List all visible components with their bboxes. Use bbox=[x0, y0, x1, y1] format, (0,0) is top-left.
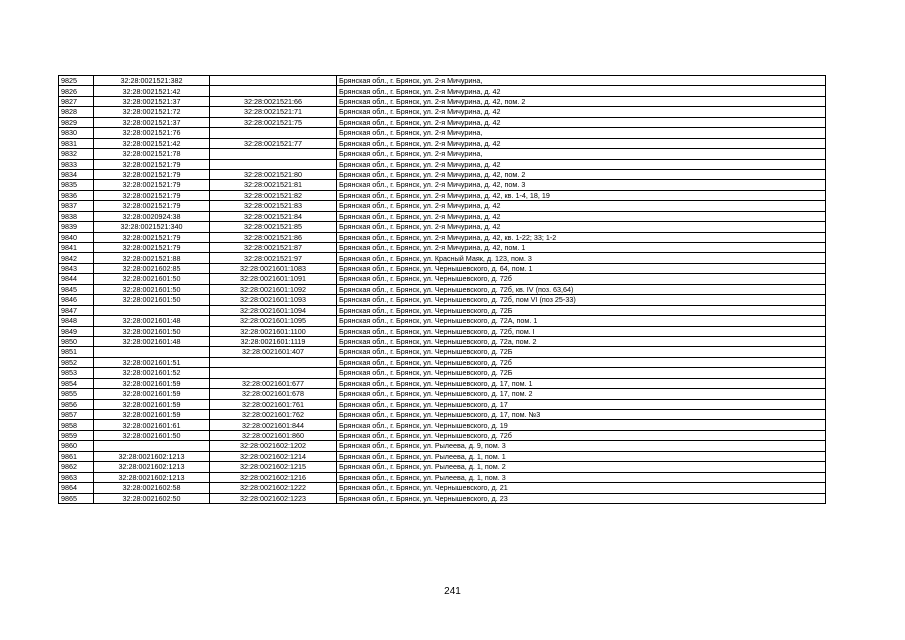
table-row bbox=[59, 138, 826, 148]
row-number-cell: 9854 bbox=[59, 378, 94, 388]
address-cell: Брянская обл., г. Брянск, ул. 2-я Мичурина, д. 42 bbox=[337, 117, 826, 127]
land-cadastral-number-cell: 32:28:0021521:382 bbox=[94, 76, 210, 86]
land-cadastral-number-cell: 32:28:0021602:85 bbox=[94, 263, 210, 273]
row-number-cell: 9841 bbox=[59, 243, 94, 253]
address-cell: Брянская обл., г. Брянск, ул. Чернышевского, д. 72б bbox=[337, 274, 826, 284]
row-number-cell: 9847 bbox=[59, 305, 94, 315]
row-number-cell: 9831 bbox=[59, 138, 94, 148]
table-row bbox=[59, 107, 826, 117]
land-cadastral-number-cell: 32:28:0021601:51 bbox=[94, 357, 210, 367]
object-cadastral-number-cell bbox=[210, 149, 337, 159]
object-cadastral-number-cell: 32:28:0021602:1222 bbox=[210, 483, 337, 493]
address-cell: Брянская обл., г. Брянск, ул. Чернышевского, д. 72б, кв. IV (поз. 63,64) bbox=[337, 284, 826, 294]
land-cadastral-number-cell bbox=[94, 305, 210, 315]
table-row bbox=[59, 159, 826, 169]
row-number-cell: 9845 bbox=[59, 284, 94, 294]
table-row bbox=[59, 284, 826, 294]
object-cadastral-number-cell: 32:28:0021521:87 bbox=[210, 243, 337, 253]
table-row bbox=[59, 86, 826, 96]
object-cadastral-number-cell: 32:28:0021521:83 bbox=[210, 201, 337, 211]
object-cadastral-number-cell: 32:28:0021601:407 bbox=[210, 347, 337, 357]
row-number-cell: 9837 bbox=[59, 201, 94, 211]
row-number-cell: 9861 bbox=[59, 451, 94, 461]
land-cadastral-number-cell: 32:28:0021521:340 bbox=[94, 222, 210, 232]
row-number-cell: 9860 bbox=[59, 441, 94, 451]
address-cell: Брянская обл., г. Брянск, ул. Чернышевского, д. 72Б bbox=[337, 368, 826, 378]
row-number-cell: 9858 bbox=[59, 420, 94, 430]
address-cell: Брянская обл., г. Брянск, ул. 2-я Мичурина, д. 42 bbox=[337, 211, 826, 221]
land-cadastral-number-cell: 32:28:0021521:79 bbox=[94, 169, 210, 179]
row-number-cell: 9835 bbox=[59, 180, 94, 190]
land-cadastral-number-cell: 32:28:0021601:50 bbox=[94, 295, 210, 305]
address-cell: Брянская обл., г. Брянск, ул. Чернышевского, д. 23 bbox=[337, 493, 826, 503]
land-cadastral-number-cell: 32:28:0021601:52 bbox=[94, 368, 210, 378]
table-row bbox=[59, 451, 826, 461]
table-row bbox=[59, 472, 826, 482]
object-cadastral-number-cell: 32:28:0021601:1100 bbox=[210, 326, 337, 336]
address-cell: Брянская обл., г. Брянск, ул. Чернышевского, д. 17 bbox=[337, 399, 826, 409]
table-row bbox=[59, 253, 826, 263]
land-cadastral-number-cell: 32:28:0021601:59 bbox=[94, 399, 210, 409]
address-cell: Брянская обл., г. Брянск, ул. 2-я Мичурина, д. 42, кв. 1-22; 33; 1-2 bbox=[337, 232, 826, 242]
address-cell: Брянская обл., г. Брянск, ул. Чернышевского, д. 17, пом. 2 bbox=[337, 389, 826, 399]
land-cadastral-number-cell: 32:28:0021521:79 bbox=[94, 232, 210, 242]
address-cell: Брянская обл., г. Брянск, ул. Чернышевского, д. 21 bbox=[337, 483, 826, 493]
row-number-cell: 9855 bbox=[59, 389, 94, 399]
object-cadastral-number-cell: 32:28:0021602:1214 bbox=[210, 451, 337, 461]
object-cadastral-number-cell: 32:28:0021601:1094 bbox=[210, 305, 337, 315]
land-cadastral-number-cell: 32:28:0021521:37 bbox=[94, 117, 210, 127]
land-cadastral-number-cell: 32:28:0021601:48 bbox=[94, 316, 210, 326]
land-cadastral-number-cell: 32:28:0021521:78 bbox=[94, 149, 210, 159]
table-row bbox=[59, 232, 826, 242]
address-cell: Брянская обл., г. Брянск, ул. Чернышевского, д. 72Б bbox=[337, 347, 826, 357]
land-cadastral-number-cell: 32:28:0021602:50 bbox=[94, 493, 210, 503]
table-row bbox=[59, 389, 826, 399]
address-cell: Брянская обл., г. Брянск, ул. Красный Маяк, д. 123, пом. 3 bbox=[337, 253, 826, 263]
land-cadastral-number-cell: 32:28:0021521:79 bbox=[94, 190, 210, 200]
address-cell: Брянская обл., г. Брянск, ул. Чернышевского, д. 72б bbox=[337, 357, 826, 367]
land-cadastral-number-cell: 32:28:0021521:88 bbox=[94, 253, 210, 263]
table-row bbox=[59, 316, 826, 326]
row-number-cell: 9830 bbox=[59, 128, 94, 138]
address-cell: Брянская обл., г. Брянск, ул. 2-я Мичурина, д. 42, пом. 2 bbox=[337, 96, 826, 106]
object-cadastral-number-cell: 32:28:0021602:1216 bbox=[210, 472, 337, 482]
row-number-cell: 9852 bbox=[59, 357, 94, 367]
address-cell: Брянская обл., г. Брянск, ул. 2-я Мичурина, д. 42 bbox=[337, 222, 826, 232]
address-cell: Брянская обл., г. Брянск, ул. 2-я Мичурина, д. 42 bbox=[337, 138, 826, 148]
table-row bbox=[59, 305, 826, 315]
object-cadastral-number-cell: 32:28:0021521:85 bbox=[210, 222, 337, 232]
address-cell: Брянская обл., г. Брянск, ул. 2-я Мичурина, bbox=[337, 128, 826, 138]
object-cadastral-number-cell: 32:28:0021521:80 bbox=[210, 169, 337, 179]
address-cell: Брянская обл., г. Брянск, ул. 2-я Мичурина, д. 42 bbox=[337, 107, 826, 117]
land-cadastral-number-cell: 32:28:0021521:79 bbox=[94, 159, 210, 169]
row-number-cell: 9862 bbox=[59, 462, 94, 472]
land-cadastral-number-cell: 32:28:0021601:50 bbox=[94, 274, 210, 284]
table-row bbox=[59, 347, 826, 357]
land-cadastral-number-cell: 32:28:0021601:50 bbox=[94, 430, 210, 440]
table-row bbox=[59, 336, 826, 346]
table-row bbox=[59, 420, 826, 430]
land-cadastral-number-cell: 32:28:0021601:50 bbox=[94, 326, 210, 336]
table-row bbox=[59, 128, 826, 138]
row-number-cell: 9826 bbox=[59, 86, 94, 96]
row-number-cell: 9853 bbox=[59, 368, 94, 378]
table-row bbox=[59, 96, 826, 106]
table-row bbox=[59, 180, 826, 190]
address-cell: Брянская обл., г. Брянск, ул. Рылеева, д. 9, пом. 3 bbox=[337, 441, 826, 451]
land-cadastral-number-cell: 32:28:0021601:59 bbox=[94, 378, 210, 388]
address-cell: Брянская обл., г. Брянск, ул. Рылеева, д. 1, пом. 2 bbox=[337, 462, 826, 472]
land-cadastral-number-cell: 32:28:0021521:42 bbox=[94, 86, 210, 96]
land-cadastral-number-cell: 32:28:0021521:37 bbox=[94, 96, 210, 106]
land-cadastral-number-cell: 32:28:0021521:79 bbox=[94, 180, 210, 190]
object-cadastral-number-cell: 32:28:0021602:1202 bbox=[210, 441, 337, 451]
row-number-cell: 9840 bbox=[59, 232, 94, 242]
land-cadastral-number-cell: 32:28:0021602:1213 bbox=[94, 451, 210, 461]
table-row bbox=[59, 211, 826, 221]
table-row bbox=[59, 295, 826, 305]
address-cell: Брянская обл., г. Брянск, ул. Рылеева, д. 1, пом. 3 bbox=[337, 472, 826, 482]
object-cadastral-number-cell bbox=[210, 368, 337, 378]
address-cell: Брянская обл., г. Брянск, ул. Рылеева, д. 1, пом. 1 bbox=[337, 451, 826, 461]
address-cell: Брянская обл., г. Брянск, ул. 2-я Мичурина, д. 42 bbox=[337, 86, 826, 96]
table-row bbox=[59, 399, 826, 409]
property-registry-table bbox=[58, 75, 826, 504]
row-number-cell: 9836 bbox=[59, 190, 94, 200]
row-number-cell: 9850 bbox=[59, 336, 94, 346]
table-row bbox=[59, 76, 826, 86]
object-cadastral-number-cell: 32:28:0021602:1215 bbox=[210, 462, 337, 472]
row-number-cell: 9828 bbox=[59, 107, 94, 117]
row-number-cell: 9825 bbox=[59, 76, 94, 86]
table-row bbox=[59, 201, 826, 211]
address-cell: Брянская обл., г. Брянск, ул. Чернышевского, д. 72а, пом. 2 bbox=[337, 336, 826, 346]
object-cadastral-number-cell bbox=[210, 76, 337, 86]
table-row bbox=[59, 462, 826, 472]
table-row bbox=[59, 483, 826, 493]
object-cadastral-number-cell: 32:28:0021521:84 bbox=[210, 211, 337, 221]
table-row bbox=[59, 357, 826, 367]
table-row bbox=[59, 378, 826, 388]
address-cell: Брянская обл., г. Брянск, ул. Чернышевского, д. 72б, пом. I bbox=[337, 326, 826, 336]
object-cadastral-number-cell: 32:28:0021521:97 bbox=[210, 253, 337, 263]
row-number-cell: 9865 bbox=[59, 493, 94, 503]
row-number-cell: 9833 bbox=[59, 159, 94, 169]
object-cadastral-number-cell: 32:28:0021601:844 bbox=[210, 420, 337, 430]
land-cadastral-number-cell: 32:28:0021521:76 bbox=[94, 128, 210, 138]
land-cadastral-number-cell: 32:28:0021521:72 bbox=[94, 107, 210, 117]
land-cadastral-number-cell: 32:28:0021601:59 bbox=[94, 410, 210, 420]
object-cadastral-number-cell: 32:28:0021521:71 bbox=[210, 107, 337, 117]
object-cadastral-number-cell: 32:28:0021601:1093 bbox=[210, 295, 337, 305]
table-row bbox=[59, 326, 826, 336]
row-number-cell: 9827 bbox=[59, 96, 94, 106]
row-number-cell: 9856 bbox=[59, 399, 94, 409]
object-cadastral-number-cell: 32:28:0021521:82 bbox=[210, 190, 337, 200]
object-cadastral-number-cell: 32:28:0021521:75 bbox=[210, 117, 337, 127]
row-number-cell: 9842 bbox=[59, 253, 94, 263]
table-row bbox=[59, 222, 826, 232]
land-cadastral-number-cell: 32:28:0020924:38 bbox=[94, 211, 210, 221]
row-number-cell: 9844 bbox=[59, 274, 94, 284]
object-cadastral-number-cell: 32:28:0021521:86 bbox=[210, 232, 337, 242]
object-cadastral-number-cell: 32:28:0021521:77 bbox=[210, 138, 337, 148]
row-number-cell: 9834 bbox=[59, 169, 94, 179]
address-cell: Брянская обл., г. Брянск, ул. Чернышевского, д. 64, пом. 1 bbox=[337, 263, 826, 273]
object-cadastral-number-cell bbox=[210, 357, 337, 367]
land-cadastral-number-cell: 32:28:0021601:61 bbox=[94, 420, 210, 430]
object-cadastral-number-cell bbox=[210, 128, 337, 138]
object-cadastral-number-cell: 32:28:0021601:678 bbox=[210, 389, 337, 399]
row-number-cell: 9864 bbox=[59, 483, 94, 493]
object-cadastral-number-cell: 32:28:0021601:1095 bbox=[210, 316, 337, 326]
address-cell: Брянская обл., г. Брянск, ул. 2-я Мичурина, bbox=[337, 149, 826, 159]
address-cell: Брянская обл., г. Брянск, ул. Чернышевского, д. 72Б bbox=[337, 305, 826, 315]
object-cadastral-number-cell: 32:28:0021601:1119 bbox=[210, 336, 337, 346]
address-cell: Брянская обл., г. Брянск, ул. Чернышевского, д. 17, пом. 1 bbox=[337, 378, 826, 388]
row-number-cell: 9851 bbox=[59, 347, 94, 357]
table-row bbox=[59, 368, 826, 378]
address-cell: Брянская обл., г. Брянск, ул. 2-я Мичурина, д. 42, кв. 1-4, 18, 19 bbox=[337, 190, 826, 200]
land-cadastral-number-cell: 32:28:0021602:1213 bbox=[94, 462, 210, 472]
land-cadastral-number-cell: 32:28:0021521:42 bbox=[94, 138, 210, 148]
land-cadastral-number-cell: 32:28:0021601:50 bbox=[94, 284, 210, 294]
row-number-cell: 9839 bbox=[59, 222, 94, 232]
address-cell: Брянская обл., г. Брянск, ул. 2-я Мичурина, bbox=[337, 76, 826, 86]
table-row bbox=[59, 169, 826, 179]
table-row bbox=[59, 274, 826, 284]
row-number-cell: 9846 bbox=[59, 295, 94, 305]
address-cell: Брянская обл., г. Брянск, ул. 2-я Мичурина, д. 42, пом. 2 bbox=[337, 169, 826, 179]
row-number-cell: 9857 bbox=[59, 410, 94, 420]
object-cadastral-number-cell bbox=[210, 86, 337, 96]
address-cell: Брянская обл., г. Брянск, ул. Чернышевского, д. 72б bbox=[337, 430, 826, 440]
object-cadastral-number-cell: 32:28:0021601:761 bbox=[210, 399, 337, 409]
address-cell: Брянская обл., г. Брянск, ул. Чернышевского, д. 17, пом. №3 bbox=[337, 410, 826, 420]
address-cell: Брянская обл., г. Брянск, ул. 2-я Мичурина, д. 42 bbox=[337, 159, 826, 169]
table-row bbox=[59, 493, 826, 503]
table-row bbox=[59, 410, 826, 420]
object-cadastral-number-cell: 32:28:0021601:677 bbox=[210, 378, 337, 388]
row-number-cell: 9832 bbox=[59, 149, 94, 159]
land-cadastral-number-cell bbox=[94, 441, 210, 451]
object-cadastral-number-cell bbox=[210, 159, 337, 169]
row-number-cell: 9829 bbox=[59, 117, 94, 127]
object-cadastral-number-cell: 32:28:0021521:66 bbox=[210, 96, 337, 106]
row-number-cell: 9849 bbox=[59, 326, 94, 336]
object-cadastral-number-cell: 32:28:0021602:1223 bbox=[210, 493, 337, 503]
land-cadastral-number-cell: 32:28:0021521:79 bbox=[94, 243, 210, 253]
table-row bbox=[59, 263, 826, 273]
table-body bbox=[59, 76, 826, 504]
address-cell: Брянская обл., г. Брянск, ул. Чернышевского, д. 19 bbox=[337, 420, 826, 430]
page-number: 241 bbox=[444, 586, 461, 597]
row-number-cell: 9843 bbox=[59, 263, 94, 273]
object-cadastral-number-cell: 32:28:0021601:1092 bbox=[210, 284, 337, 294]
land-cadastral-number-cell: 32:28:0021601:59 bbox=[94, 389, 210, 399]
land-cadastral-number-cell: 32:28:0021601:48 bbox=[94, 336, 210, 346]
table-row bbox=[59, 430, 826, 440]
table-row bbox=[59, 149, 826, 159]
row-number-cell: 9838 bbox=[59, 211, 94, 221]
address-cell: Брянская обл., г. Брянск, ул. 2-я Мичурина, д. 42, пом. 1 bbox=[337, 243, 826, 253]
land-cadastral-number-cell: 32:28:0021602:58 bbox=[94, 483, 210, 493]
table-row bbox=[59, 117, 826, 127]
object-cadastral-number-cell: 32:28:0021601:1083 bbox=[210, 263, 337, 273]
land-cadastral-number-cell bbox=[94, 347, 210, 357]
address-cell: Брянская обл., г. Брянск, ул. 2-я Мичурина, д. 42 bbox=[337, 201, 826, 211]
row-number-cell: 9848 bbox=[59, 316, 94, 326]
object-cadastral-number-cell: 32:28:0021521:81 bbox=[210, 180, 337, 190]
object-cadastral-number-cell: 32:28:0021601:762 bbox=[210, 410, 337, 420]
address-cell: Брянская обл., г. Брянск, ул. 2-я Мичурина, д. 42, пом. 3 bbox=[337, 180, 826, 190]
object-cadastral-number-cell: 32:28:0021601:860 bbox=[210, 430, 337, 440]
table-row bbox=[59, 190, 826, 200]
table-row bbox=[59, 243, 826, 253]
row-number-cell: 9863 bbox=[59, 472, 94, 482]
land-cadastral-number-cell: 32:28:0021602:1213 bbox=[94, 472, 210, 482]
object-cadastral-number-cell: 32:28:0021601:1091 bbox=[210, 274, 337, 284]
land-cadastral-number-cell: 32:28:0021521:79 bbox=[94, 201, 210, 211]
address-cell: Брянская обл., г. Брянск, ул. Чернышевского, д. 72А, пом. 1 bbox=[337, 316, 826, 326]
row-number-cell: 9859 bbox=[59, 430, 94, 440]
address-cell: Брянская обл., г. Брянск, ул. Чернышевского, д. 72б, пом VI (поз 25-33) bbox=[337, 295, 826, 305]
table-row bbox=[59, 441, 826, 451]
